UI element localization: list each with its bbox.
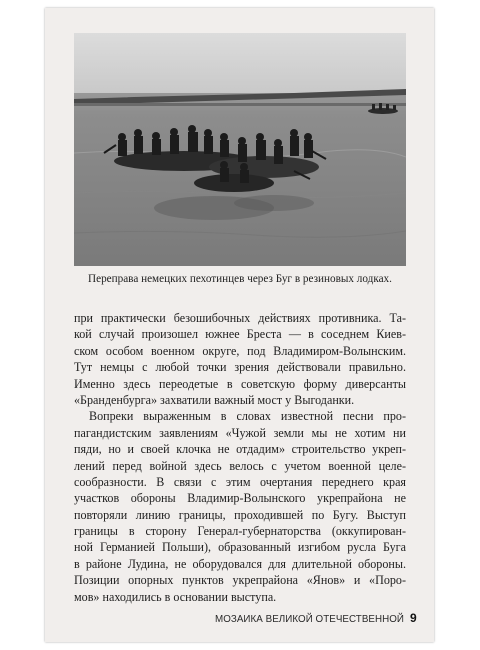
text-line: мов» находились в основании выступа. [74, 589, 277, 604]
text-line: Тут немцы с любой точки зрения действовали правильно. [74, 360, 406, 375]
text-line: участков обороны Владимир-Волынского укрепрайона не [74, 491, 406, 506]
text-line: границы в сторону Генерал-губернаторства (оккупирован- [74, 524, 406, 539]
body-text [74, 310, 406, 605]
text-line: Вопреки выраженным в словах известной песни про- [89, 409, 406, 424]
photo-river-crossing [74, 33, 406, 266]
text-line: сообразности. В связи с этим очертания переднего края [74, 474, 406, 489]
text-line: повторяли линию границы, проходившей по Бугу. Выступ [74, 507, 406, 522]
text-line: «Бранденбурга» захватили важный мост у Выгоданки. [74, 392, 355, 407]
text-line: лений перед войной здесь велось с учетом военной целе- [74, 458, 406, 473]
book-page [45, 8, 434, 642]
photo-caption: Переправа немецких пехотинцев через Буг в резиновых лодках. [88, 273, 392, 285]
text-line: ной Германией Польши), образованный изгибом русла Буга [74, 540, 406, 555]
running-head: МОЗАИКА ВЕЛИКОЙ ОТЕЧЕСТВЕННОЙ [215, 614, 405, 625]
text-line: ском особом военном округе, под Владимиром-Волынским. [74, 343, 406, 358]
text-line: в районе Лудина, не оборудовался для длительной обороны. [74, 556, 406, 571]
text-line: при практически безошибочных действиях противника. Та- [74, 311, 406, 325]
text-line: пяди, но и своей клочка не отдадим» строительство укреп- [74, 442, 406, 457]
text-line: пагандистским заявлениям «Чужой земли мы не хотим ни [74, 425, 406, 440]
photo-image [74, 33, 406, 266]
text-line: Именно здесь переодетые в советскую форму диверсанты [74, 376, 406, 391]
text-line: кой случай произошел южнее Бреста — в соседнем Киев- [74, 327, 406, 342]
text-line: Позиции опорных пунктов укрепрайона «Янов» и «Поро- [74, 573, 406, 588]
page-footer [215, 609, 417, 627]
page-number: 9 [410, 611, 417, 625]
